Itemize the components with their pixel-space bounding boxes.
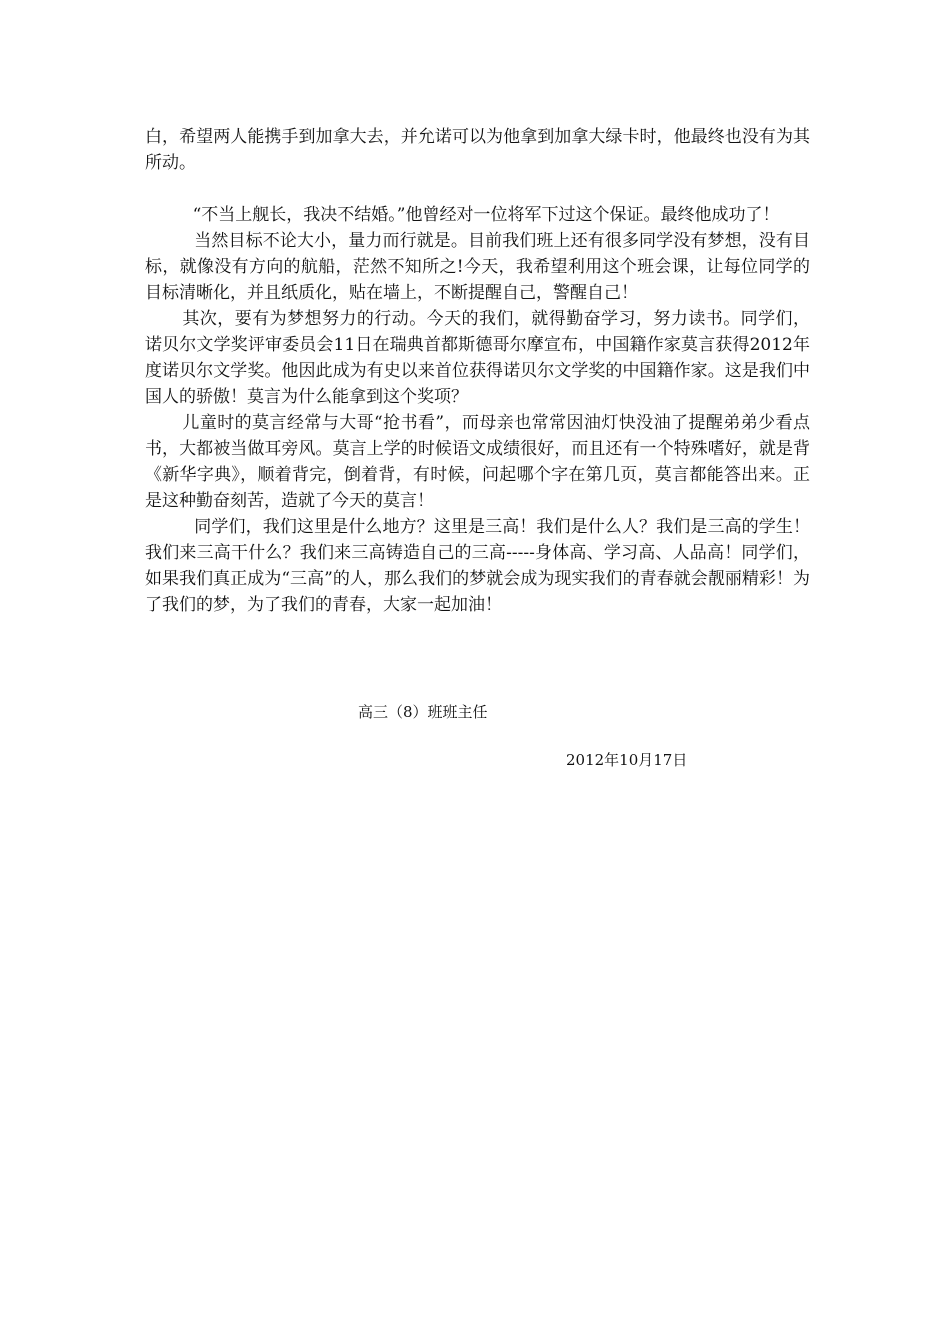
paragraph-spacer bbox=[145, 176, 810, 202]
paragraph-2: “不当上舰长，我决不结婚。”他曾经对一位将军下过这个保证。最终他成功了！ bbox=[192, 205, 780, 225]
document-body bbox=[145, 124, 810, 618]
paragraph-3: 当然目标不论大小，量力而行就是。目前我们班上还有很多同学没有梦想，没有目标，就像没有方向的航船，茫然不知所之!今天，我希望利用这个班会课，让每位同学的目标清晰化，并且纸质化，贴在墙上，不断提醒自己，警醒自己！ bbox=[145, 231, 810, 303]
date-line: 2012年10月17日 bbox=[566, 751, 688, 769]
signature-line: 高三（8）班班主任 bbox=[358, 703, 488, 721]
paragraph-1: 白，希望两人能携手到加拿大去，并允诺可以为他拿到加拿大绿卡时，他最终也没有为其所动。 bbox=[145, 127, 810, 173]
paragraph-6: 同学们，我们这里是什么地方？这里是三高！我们是什么人？我们是三高的学生！我们来三高干什么？我们来三高铸造自己的三高-----身体高、学习高、人品高！同学们，如果我们真正成为“三高”的人，那么我们的梦就会成为现实我们的青春就会靓丽精彩！为了我们的梦，为了我们的青春，大家一起加油！ bbox=[145, 517, 810, 615]
paragraph-5: 儿童时的莫言经常与大哥“抢书看”，而母亲也常常因油灯快没油了提醒弟弟少看点书，大都被当做耳旁风。莫言上学的时候语文成绩很好，而且还有一个特殊嗜好，就是背《新华字典》，顺着背完，倒着背，有时候，问起哪个字在第几页，莫言都能答出来。正是这种勤奋刻苦，造就了今天的莫言！ bbox=[145, 413, 810, 511]
paragraph-4: 其次，要有为梦想努力的行动。今天的我们，就得勤奋学习，努力读书。同学们，诺贝尔文学奖评审委员会11日在瑞典首都斯德哥尔摩宣布，中国籍作家莫言获得2012年度诺贝尔文学奖。他因此成为有史以来首位获得诺贝尔文学奖的中国籍作家。这是我们中国人的骄傲！莫言为什么能拿到这个奖项？ bbox=[145, 309, 810, 407]
